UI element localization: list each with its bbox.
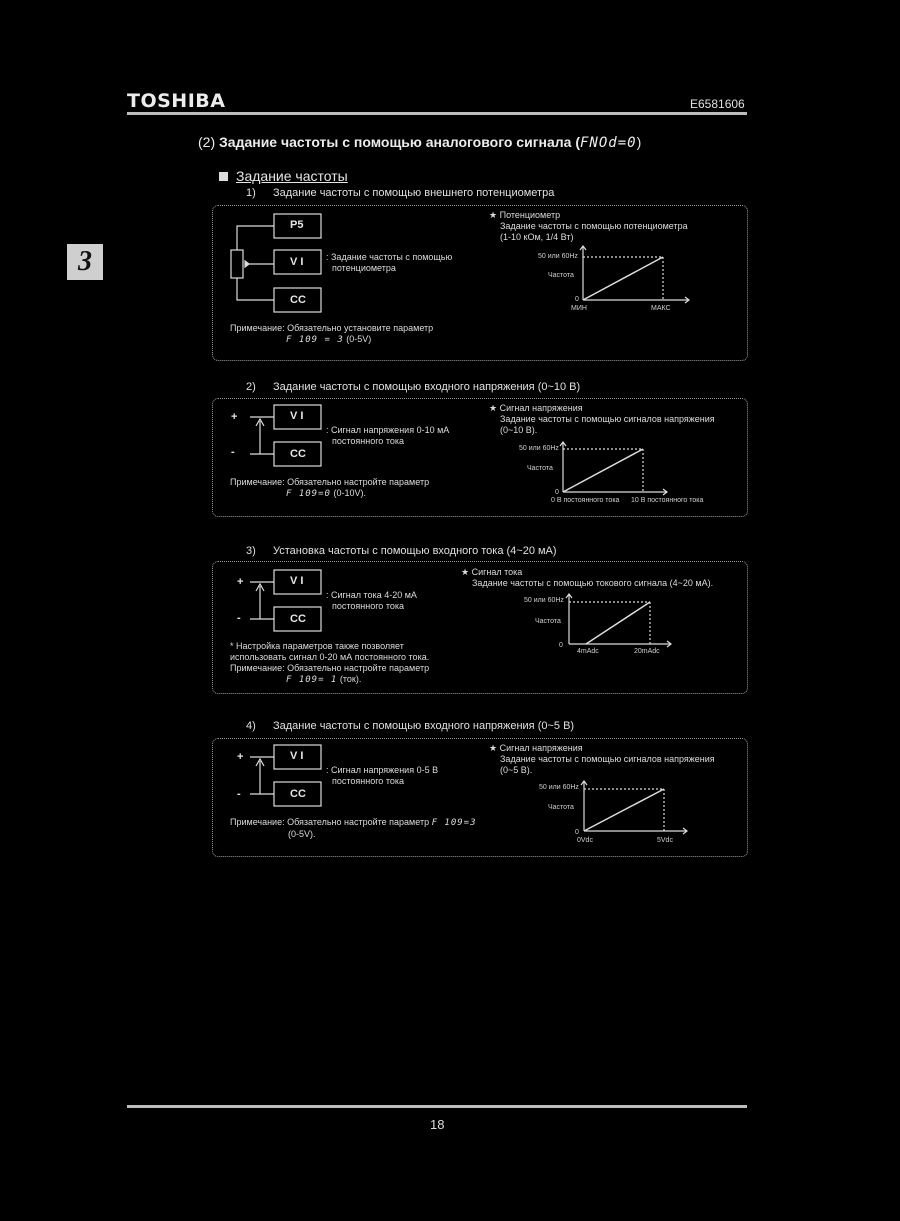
graph-xmin-label: 0Vdc (577, 837, 593, 844)
panel-potentiometer (212, 205, 748, 361)
section-title-number: (2) (198, 134, 216, 150)
star-icon: ★ (489, 210, 498, 220)
section-title (198, 134, 641, 151)
header-rule (127, 112, 747, 115)
document-code: E6581606 (690, 97, 745, 111)
subsection-1-title (246, 187, 554, 199)
graph-xmax-label: 10 В постоянного тока (631, 497, 704, 504)
parameter-code: F 109=0 (286, 489, 331, 499)
terminal-vi: V I (290, 410, 304, 422)
graph-zero-label: 0 (555, 489, 559, 496)
terminal-vi: V I (290, 256, 304, 268)
section-heading (219, 168, 348, 184)
panel-voltage-0-10 (212, 398, 748, 517)
star-icon: ★ (461, 567, 470, 577)
page-number: 18 (430, 1117, 445, 1132)
terminal-cc: CC (290, 448, 306, 460)
graph-zero-label: 0 (559, 642, 563, 649)
graph-ymax-label: 50 или 60Hz (524, 597, 564, 604)
graph-xmax-label: 5Vdc (657, 837, 673, 844)
graph-ymax-label: 50 или 60Hz (519, 445, 559, 452)
subsection-2-title: 2) Задание частоты с помощью входного напряжения (0~10 В) (246, 381, 581, 393)
parameter-code: F 109= 1 (286, 675, 338, 685)
terminal-cc: CC (290, 294, 306, 306)
plus-sign: + (231, 411, 238, 423)
parameter-note: Примечание: Обязательно настройте параметр F 109=0 (0-10V). (230, 477, 430, 499)
signal-description: ★ Потенциометр Задание частоты с помощью потенциометра (1-10 кОм, 1/4 Вт) (489, 210, 688, 242)
subsection-4-title: 4) Задание частоты с помощью входного напряжения (0~5 В) (246, 720, 575, 732)
terminal-p5: P5 (290, 219, 304, 231)
panel-voltage-0-5 (212, 738, 748, 857)
graph-ylabel: Частота (548, 804, 574, 811)
subsection-title-text: Задание частоты с помощью внешнего потенциометра (273, 187, 555, 199)
graph-xmin-label: МИН (571, 305, 587, 312)
panel-current-4-20 (212, 561, 748, 694)
graph-ymax-label: 50 или 60Hz (539, 784, 579, 791)
graph-ylabel: Частота (535, 618, 561, 625)
plus-sign: + (237, 751, 244, 763)
subsection-number: 1) (246, 187, 256, 199)
footer-rule (127, 1105, 747, 1108)
graph-xmax-label: МАКС (651, 305, 671, 312)
graph-ylabel: Частота (548, 272, 574, 279)
terminal-note: : Задание частоты с помощью потенциометра (326, 252, 453, 273)
star-icon: ★ (489, 743, 498, 753)
graph-xmax-label: 20mAdc (634, 648, 660, 655)
graph-ymax-label: 50 или 60Hz (538, 253, 578, 260)
parameter-note: Примечание: Обязательно установите параметр F 109 = 3 (0-5V) (230, 323, 434, 345)
terminal-cc: CC (290, 788, 306, 800)
section-title-close: ) (636, 134, 642, 150)
potentiometer-resistor (231, 250, 243, 278)
section-title-param: FNOd=0 (580, 135, 637, 151)
terminal-note: : Сигнал тока 4-20 мА постоянного тока (326, 590, 417, 611)
graph-xmin-label: 0 В постоянного тока (551, 497, 620, 504)
star-icon: ★ (489, 403, 498, 413)
section-title-text: Задание частоты с помощью аналогового сигнала ( (219, 134, 580, 150)
square-bullet-icon (219, 172, 228, 181)
graph-ylabel: Частота (527, 465, 553, 472)
graph-zero-label: 0 (575, 296, 579, 303)
subsection-3-title: 3) Установка частоты с помощью входного тока (4~20 мА) (246, 545, 557, 557)
graph-xmin-label: 4mAdc (577, 648, 599, 655)
parameter-code: F 109=3 (431, 818, 477, 828)
terminal-note: : Сигнал напряжения 0-5 В постоянного тока (326, 765, 439, 786)
signal-description: ★ Сигнал тока Задание частоты с помощью токового сигнала (4~20 мА). (461, 567, 714, 588)
signal-description: ★ Сигнал напряжения Задание частоты с помощью сигналов напряжения (0~10 В). (489, 403, 715, 435)
terminal-vi: V I (290, 750, 304, 762)
terminal-cc: CC (290, 613, 306, 625)
graph-zero-label: 0 (575, 829, 579, 836)
terminal-note: : Сигнал напряжения 0-10 мА постоянного тока (326, 425, 450, 446)
terminal-vi: V I (290, 575, 304, 587)
chapter-tab: 3 (67, 244, 103, 280)
minus-sign: - (237, 612, 241, 624)
plus-sign: + (237, 576, 244, 588)
parameter-note: * Настройка параметров также позволяет использовать сигнал 0-20 мА постоянного тока. Примечание: Обязательно настройте параметр F 109= 1 (ток). (230, 641, 430, 685)
signal-description: ★ Сигнал напряжения Задание частоты с помощью сигналов напряжения (0~5 В). (489, 743, 715, 775)
toshiba-logo: TOSHIBA (127, 90, 226, 112)
parameter-code: F 109 = 3 (286, 335, 344, 345)
minus-sign: - (237, 788, 241, 800)
parameter-note: Примечание: Обязательно настройте параметр F 109=3 (0-5V). (230, 817, 477, 839)
minus-sign: - (231, 446, 235, 458)
section-heading-text: Задание частоты (236, 168, 348, 184)
